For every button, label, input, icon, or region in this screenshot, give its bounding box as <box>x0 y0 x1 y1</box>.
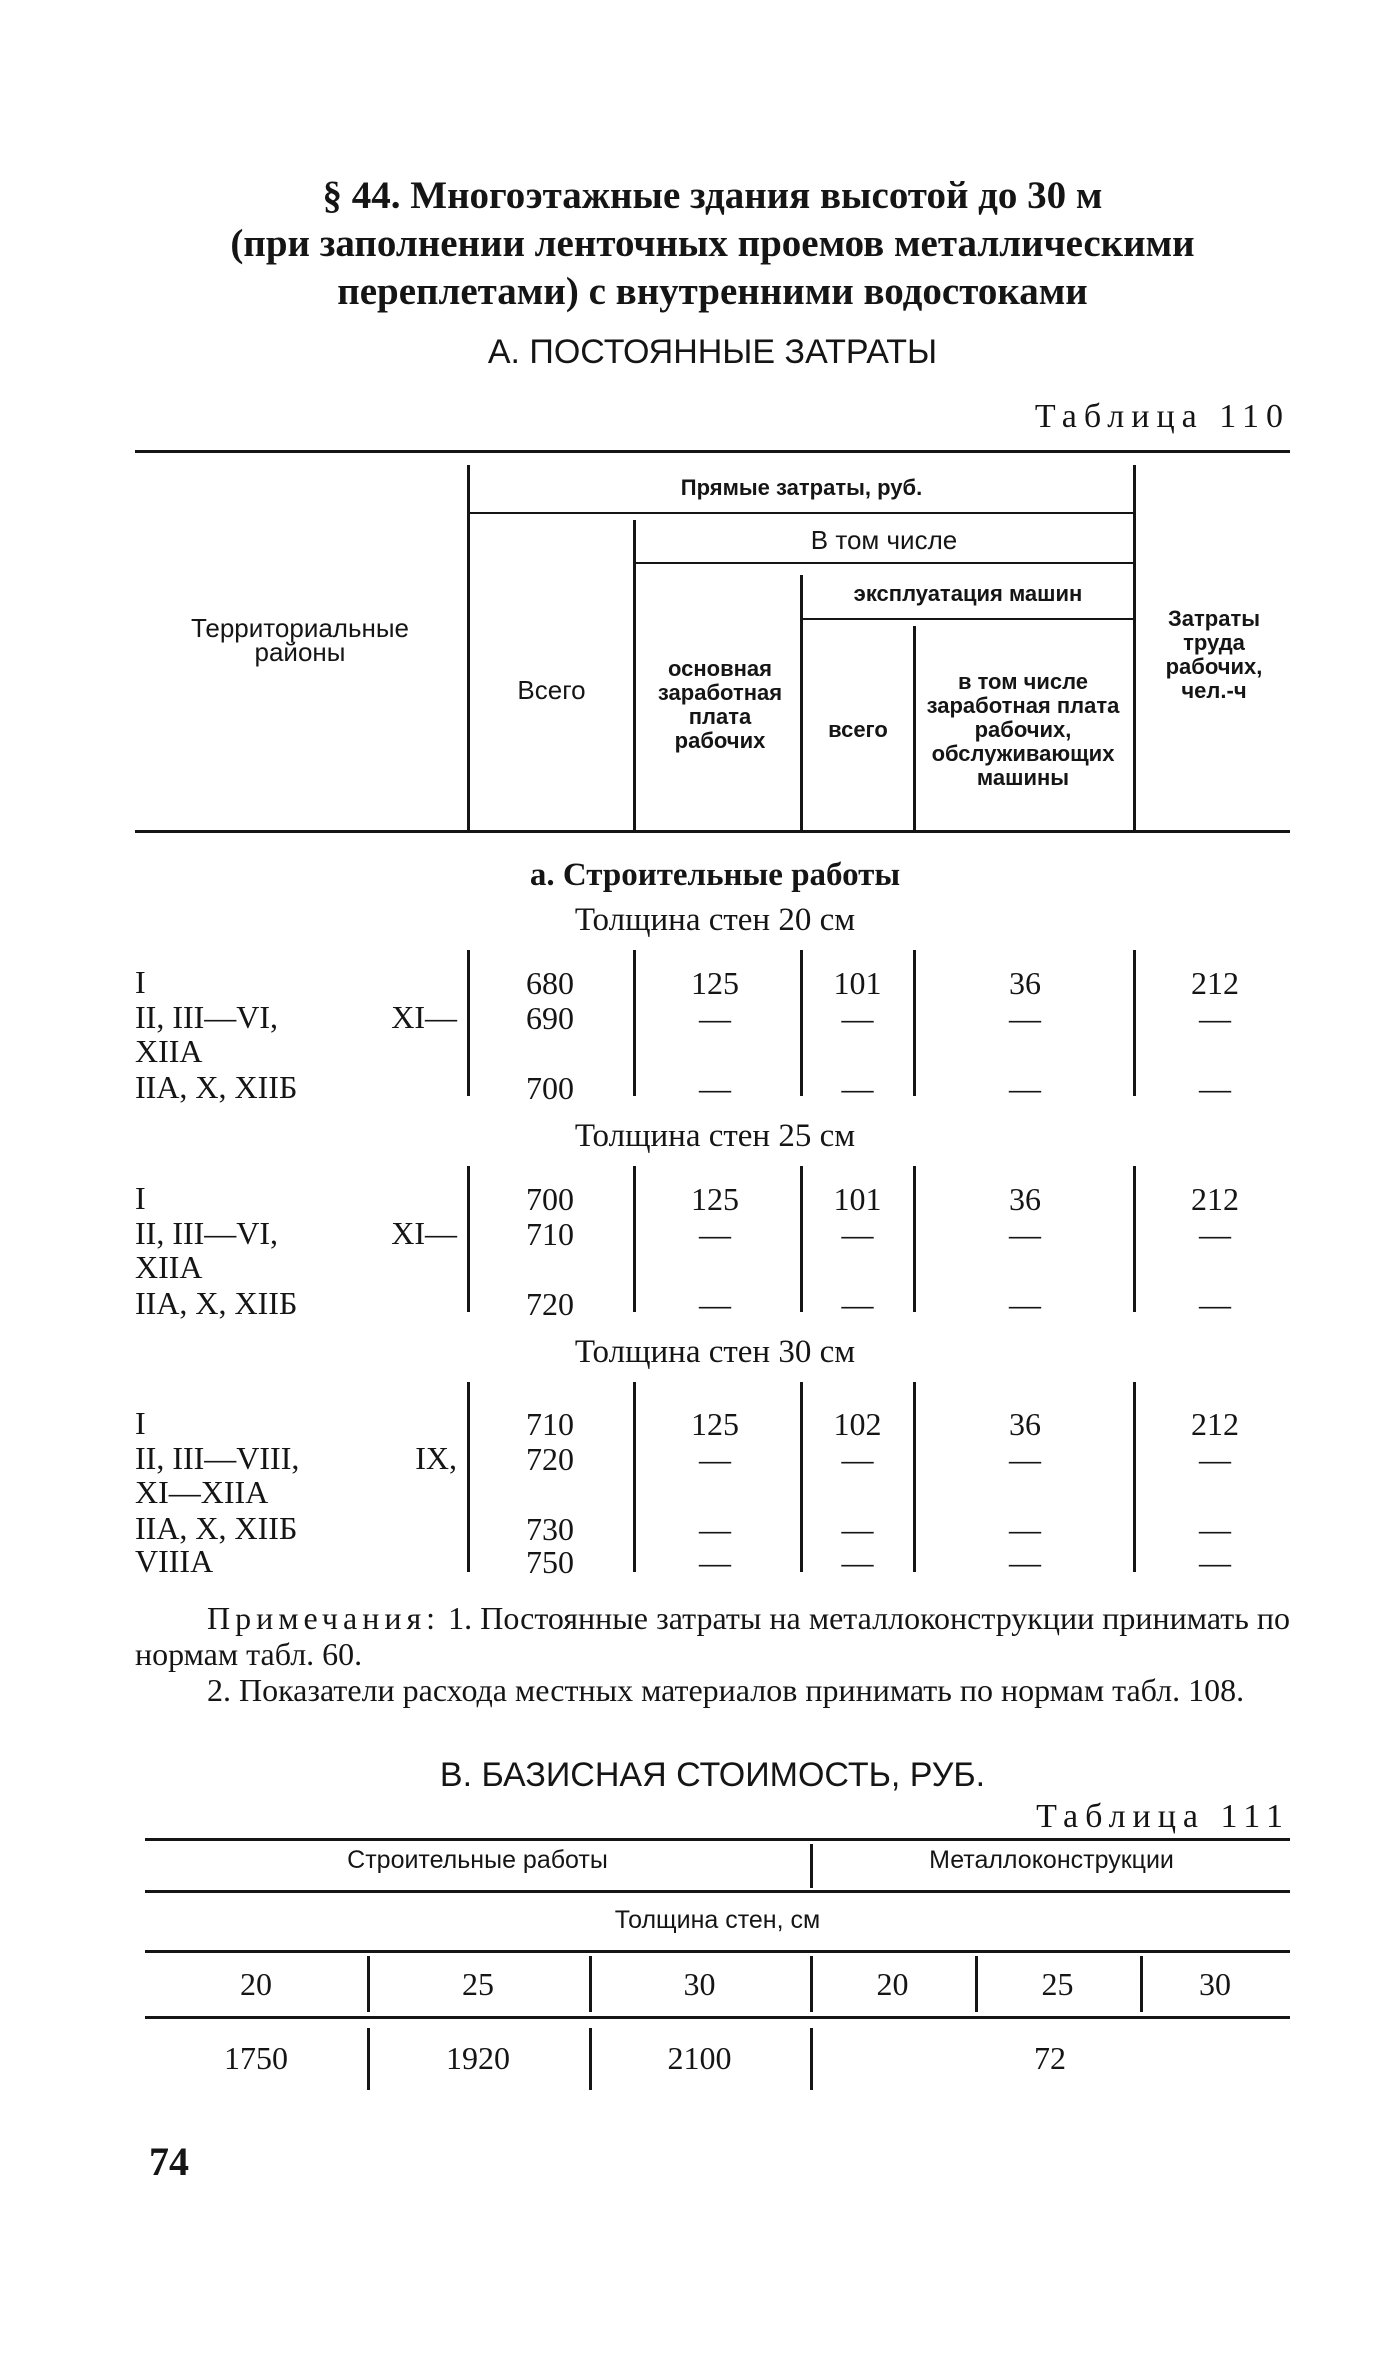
cell-wage: 125 <box>691 1181 739 1217</box>
cell-machine: — <box>841 1544 874 1580</box>
t111-col-metal-30: 30 <box>1199 1966 1231 2002</box>
vline-total <box>633 520 636 830</box>
cell-machine-wage: — <box>1009 1544 1041 1580</box>
cell-labor: — <box>1199 1441 1231 1477</box>
cell-machine-wage: — <box>1009 1000 1041 1036</box>
note-2: 2. Показатели расхода местных материалов принимать по нормам табл. 108. <box>207 1672 1245 1708</box>
title-line-3: переплетами) с внутренними водостоками <box>337 270 1088 313</box>
header-machine-total: всего <box>828 717 888 742</box>
cell-total: 680 <box>526 965 574 1001</box>
cell-machine-wage: 36 <box>1009 1406 1041 1442</box>
cell-wage: — <box>699 1544 731 1580</box>
note-1: 1. Постоянные затраты на металлоконструкции принимать по нормам табл. 60. <box>135 1600 1290 1672</box>
g2-vline <box>633 1166 636 1312</box>
thickness-30-caption: Толщина стен 30 см <box>574 1334 856 1370</box>
cell-machine-wage: 36 <box>1009 965 1041 1001</box>
table-row <box>135 1070 457 1104</box>
cell-wage: — <box>699 1070 731 1106</box>
vline-labor <box>1133 465 1136 830</box>
header-bottom-rule <box>135 830 1290 833</box>
region-name: II, III—VI, <box>135 1215 279 1251</box>
table-row <box>135 1216 457 1284</box>
title-line-1: § 44. Многоэтажные здания высотой до 30 м <box>322 174 1103 217</box>
header-labor: Затраты труда рабочих, чел.-ч <box>1165 606 1263 703</box>
g3-vline <box>1133 1382 1136 1572</box>
cell-wage: 125 <box>691 965 739 1001</box>
region-name: II, III—VI, <box>135 999 279 1035</box>
region-name-cont: IX, <box>415 1440 457 1476</box>
cell-labor: — <box>1199 1070 1231 1106</box>
notes-label: Примечания: <box>207 1600 441 1636</box>
g1-vline <box>633 950 636 1096</box>
cell-wage: — <box>699 1511 731 1547</box>
cell-total: 690 <box>526 1000 574 1036</box>
title-line-2: (при заполнении ленточных проемов металлическими <box>230 222 1195 265</box>
cell-total: 700 <box>526 1181 574 1217</box>
cell-total: 710 <box>526 1406 574 1442</box>
table-111-label: Таблица 111 <box>1036 1798 1290 1835</box>
region-name-wrap: XIIA <box>135 1249 203 1285</box>
region-name: IIA, X, XIIБ <box>135 1285 298 1321</box>
caption-construction-works: а. Строительные работы <box>529 857 901 893</box>
table-notes <box>135 1600 1290 1708</box>
g2-vline <box>1133 1166 1136 1312</box>
region-name-cont: XI— <box>391 999 457 1035</box>
region-name: I <box>135 1180 146 1216</box>
t111-rule-3 <box>145 1950 1290 1953</box>
region-name: I <box>135 1405 146 1441</box>
cell-machine-wage: — <box>1009 1511 1041 1547</box>
region-name: IIA, X, XIIБ <box>135 1510 298 1546</box>
thickness-20-caption: Толщина стен 20 см <box>574 902 856 938</box>
t111-col-25: 25 <box>462 1966 494 2002</box>
t111-value-30: 2100 <box>667 2040 732 2076</box>
g2-vline <box>467 1166 470 1312</box>
section-a-heading: А. ПОСТОЯННЫЕ ЗАТРАТЫ <box>487 333 938 371</box>
header-total: Всего <box>517 675 586 705</box>
header-machine-wage: в том числе заработная плата рабочих, обслуживающих машины <box>926 669 1120 790</box>
cell-machine: 102 <box>833 1406 882 1442</box>
header-direct-costs: Прямые затраты, руб. <box>680 475 923 500</box>
t111-rule-2 <box>145 1890 1290 1893</box>
cell-labor: — <box>1199 1000 1231 1036</box>
cell-machine-wage: 36 <box>1009 1181 1041 1217</box>
t111-rule-4 <box>145 2016 1290 2019</box>
table-row <box>135 965 457 999</box>
t111-col-metal-20: 20 <box>876 1966 909 2002</box>
table-row <box>135 1441 457 1509</box>
header-including: В том числе <box>810 525 958 555</box>
section-b-heading: В. БАЗИСНАЯ СТОИМОСТЬ, РУБ. <box>439 1756 986 1794</box>
cell-labor: — <box>1199 1216 1231 1252</box>
t111-header-thickness: Толщина стен, см <box>614 1906 821 1934</box>
vline-regions <box>467 465 470 830</box>
region-name-cont: XI— <box>391 1215 457 1251</box>
table-top-rule <box>135 450 1290 453</box>
region-name-wrap: XIIA <box>135 1033 203 1069</box>
page-number: 74 <box>149 2139 189 2184</box>
cell-machine: 101 <box>833 965 882 1001</box>
cell-total: 710 <box>526 1216 574 1252</box>
table-row <box>135 1544 457 1578</box>
table-111 <box>145 1838 1290 2128</box>
t111-top-rule <box>145 1838 1290 1841</box>
table-110-label: Таблица 110 <box>1034 398 1290 435</box>
cell-labor: 212 <box>1191 1181 1239 1217</box>
region-name: IIA, X, XIIБ <box>135 1069 298 1105</box>
g1-vline <box>467 950 470 1096</box>
cell-wage: 125 <box>691 1406 739 1442</box>
rule-under-direct-costs <box>470 512 1133 514</box>
cell-machine: — <box>841 1511 874 1547</box>
t111-col-metal-25: 25 <box>1041 1966 1074 2002</box>
header-base-wage: основная заработная плата рабочих <box>657 656 783 753</box>
thickness-25-caption: Толщина стен 25 см <box>574 1118 856 1154</box>
table-110 <box>135 450 1290 1600</box>
t111-value-metal: 72 <box>1034 2040 1066 2076</box>
cell-machine: — <box>841 1000 874 1036</box>
cell-wage: — <box>699 1216 731 1252</box>
table-row <box>135 1406 457 1440</box>
vline-machine <box>913 626 916 830</box>
g1-vline <box>1133 950 1136 1096</box>
cell-wage: — <box>699 1441 731 1477</box>
table-row <box>135 1286 457 1320</box>
cell-machine: — <box>841 1070 874 1106</box>
cell-total: 750 <box>526 1544 574 1580</box>
cell-total: 720 <box>526 1286 574 1322</box>
header-machine-operation: эксплуатация машин <box>853 581 1083 606</box>
g3-vline <box>467 1382 470 1572</box>
g3-vline <box>800 1382 803 1572</box>
cell-machine-wage: — <box>1009 1441 1041 1477</box>
t111-col-30: 30 <box>683 1966 716 2002</box>
table-row <box>135 1000 457 1068</box>
cell-machine: 101 <box>833 1181 882 1217</box>
cell-labor: — <box>1199 1286 1231 1322</box>
cell-labor: 212 <box>1191 1406 1239 1442</box>
region-name: VIIIA <box>135 1543 214 1579</box>
cell-labor: 212 <box>1191 965 1239 1001</box>
cell-machine-wage: — <box>1009 1070 1041 1106</box>
region-name-wrap: XI—XIIA <box>135 1474 269 1510</box>
cell-labor: — <box>1199 1544 1231 1580</box>
g2-vline <box>913 1166 916 1312</box>
rule-under-machine <box>803 618 1133 620</box>
g1-vline <box>913 950 916 1096</box>
table-row <box>135 1181 457 1215</box>
t111-value-20: 1750 <box>224 2040 288 2076</box>
cell-machine-wage: — <box>1009 1286 1041 1322</box>
table-row <box>135 1511 457 1545</box>
cell-machine: — <box>841 1286 874 1322</box>
t111-col-20: 20 <box>240 1966 272 2002</box>
region-name: I <box>135 964 146 1000</box>
cell-total: 720 <box>526 1441 574 1477</box>
g2-vline <box>800 1166 803 1312</box>
region-name: II, III—VIII, <box>135 1440 300 1476</box>
g1-vline <box>800 950 803 1096</box>
t111-header-metal: Металлоконструкции <box>929 1846 1174 1874</box>
cell-total: 730 <box>526 1511 574 1547</box>
rule-under-including <box>635 562 1133 564</box>
header-regions: Территориальные районы <box>190 613 410 667</box>
t111-value-25: 1920 <box>446 2040 510 2076</box>
g3-vline <box>913 1382 916 1572</box>
cell-total: 700 <box>526 1070 574 1106</box>
section-title <box>135 172 1290 316</box>
cell-machine: — <box>841 1441 874 1477</box>
g3-vline <box>633 1382 636 1572</box>
cell-wage: — <box>699 1286 731 1322</box>
cell-labor: — <box>1199 1511 1231 1547</box>
cell-machine: — <box>841 1216 874 1252</box>
t111-header-construction: Строительные работы <box>347 1846 608 1874</box>
cell-machine-wage: — <box>1009 1216 1041 1252</box>
cell-wage: — <box>699 1000 731 1036</box>
